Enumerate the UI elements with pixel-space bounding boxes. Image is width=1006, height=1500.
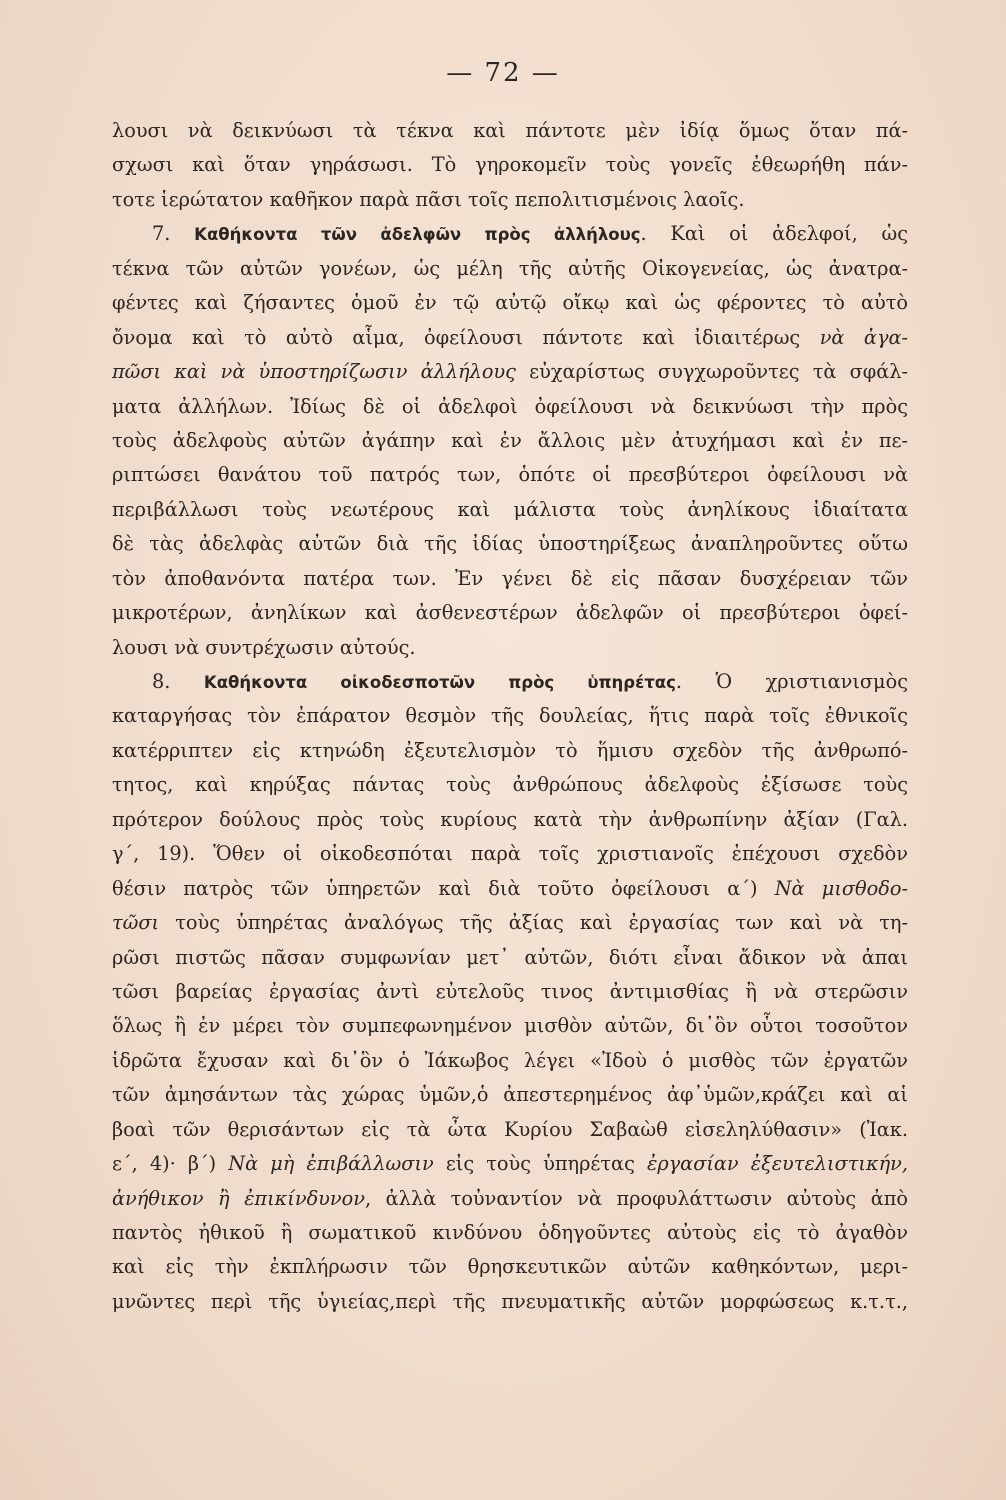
text-line: ρῶσι πιστῶς πᾶσαν συμφωνίαν μετ᾽ αὐτῶν, διότι εἶναι ἄδικον νὰ ἀπαι bbox=[112, 945, 908, 969]
emphasis-text: ἀνήθικον ἢ ἐπικίνδυνον bbox=[112, 1186, 365, 1210]
emphasis-text: τῶσι bbox=[112, 911, 160, 935]
emphasis-text: νὰ ἀγα- bbox=[819, 325, 908, 349]
text-line: γ΄, 19). Ὅθεν οἱ οἰκοδεσπόται παρὰ τοῖς χριστιανοῖς ἐπέχουσι σχεδὸν bbox=[112, 842, 908, 866]
text-line: καὶ εἰς τὴν ἐκπλήρωσιν τῶν θρησκευτικῶν αὐτῶν καθηκόντων, μερι- bbox=[112, 1255, 908, 1279]
text-line: πῶσι καὶ νὰ ὑποστηρίζωσιν ἀλλήλους εὐχαρίστως συγχωροῦντες τὰ σφάλ- bbox=[112, 360, 908, 384]
text-line: τῶν ἀμησάντων τὰς χώρας ὑμῶν,ὁ ἀπεστερημένος ἀφ᾽ὑμῶν,κράζει καὶ αἱ bbox=[112, 1083, 908, 1107]
text-line: τέκνα τῶν αὐτῶν γονέων, ὡς μέλη τῆς αὐτῆς Οἰκογενείας, ὡς ἀνατρα- bbox=[112, 256, 908, 280]
text-line: τοτε ἱερώτατον καθῆκον παρὰ πᾶσι τοῖς πεπολιτισμένοις λαοῖς. bbox=[112, 187, 745, 211]
text-line: κατέρριπτεν εἰς κτηνώδη ἐξευτελισμὸν τὸ ἥμισυ σχεδὸν τῆς ἀνθρωπό- bbox=[112, 738, 908, 762]
emphasis-text: πῶσι καὶ νὰ ὑποστηρίζωσιν ἀλλήλους bbox=[112, 360, 516, 384]
text-line: θέσιν πατρὸς τῶν ὑπηρετῶν καὶ διὰ τοῦτο ὀφείλουσι α΄) Νὰ μισθοδο- bbox=[112, 876, 908, 900]
text-line: ἱδρῶτα ἔχυσαν καὶ δι᾽ὃν ὁ Ἰάκωβος λέγει «Ἰδοὺ ὁ μισθὸς τῶν ἐργατῶν bbox=[112, 1048, 908, 1072]
emphasis-text: Νὰ μὴ ἐπιβάλλωσιν bbox=[228, 1152, 434, 1176]
section-heading: Καθήκοντα οἰκοδεσποτῶν πρὸς ὑπηρέτας bbox=[203, 673, 676, 692]
text-line: ματα ἀλλήλων. Ἰδίως δὲ οἱ ἀδελφοὶ ὀφείλουσι νὰ δεικνύωσι τὴν πρὸς bbox=[112, 394, 908, 418]
text-line: λουσι νὰ συντρέχωσιν αὐτούς. bbox=[112, 635, 416, 659]
body-text bbox=[112, 114, 908, 1319]
text-line: σχωσι καὶ ὅταν γηράσωσι. Τὸ γηροκομεῖν τοὺς γονεῖς ἐθεωρήθη πάν- bbox=[112, 153, 908, 177]
section-heading-line: 7. Καθήκοντα τῶν ἀδελφῶν πρὸς ἀλλήλους. Καὶ οἱ ἀδελφοί, ὡς bbox=[152, 222, 908, 246]
text-line: καταργήσας τὸν ἐπάρατον θεσμὸν τῆς δουλείας, ἥτις παρὰ τοῖς ἐθνικοῖς bbox=[112, 704, 908, 728]
text-line: ἀνήθικον ἢ ἐπικίνδυνον, ἀλλὰ τοὐναντίον νὰ προφυλάττωσιν αὐτοὺς ἀπὸ bbox=[112, 1186, 908, 1210]
text-line: ε΄, 4)· β΄) Νὰ μὴ ἐπιβάλλωσιν εἰς τοὺς ὑπηρέτας ἐργασίαν ἐξευτελιστικήν, bbox=[112, 1152, 908, 1176]
text-line: πρότερον δούλους πρὸς τοὺς κυρίους κατὰ τὴν ἀνθρωπίνην ἀξίαν (Γαλ. bbox=[112, 807, 908, 831]
text-line: ὄνομα καὶ τὸ αὐτὸ αἷμα, ὀφείλουσι πάντοτε καὶ ἰδιαιτέρως νὰ ἀγα- bbox=[112, 325, 908, 349]
text-line: ριπτώσει θανάτου τοῦ πατρός των, ὁπότε οἱ πρεσβύτεροι ὀφείλουσι νὰ bbox=[112, 463, 908, 487]
text-line: φέντες καὶ ζήσαντες ὁμοῦ ἐν τῷ αὐτῷ οἴκῳ καὶ ὡς φέροντες τὸ αὐτὸ bbox=[112, 291, 908, 315]
section-heading: Καθήκοντα τῶν ἀδελφῶν πρὸς ἀλλήλους bbox=[194, 225, 641, 245]
text-line: βοαὶ τῶν θερισάντων εἰς τὰ ὦτα Κυρίου Σαβαὼθ εἰσεληλύθασιν» (Ἰακ. bbox=[112, 1117, 908, 1141]
text-line: τῶσι βαρείας ἐργασίας ἀντὶ εὐτελοῦς τινος ἀντιμισθίας ἢ νὰ στερῶσιν bbox=[112, 979, 908, 1003]
emphasis-text: ἐργασίαν ἐξευτελιστικήν, bbox=[646, 1152, 908, 1176]
text-line: τητος, καὶ κηρύξας πάντας τοὺς ἀνθρώπους ἀδελφοὺς ἐξίσωσε τοὺς bbox=[112, 773, 908, 797]
section-heading-line: 8. Καθήκοντα οἰκοδεσποτῶν πρὸς ὑπηρέτας. Ὁ χριστιανισμὸς bbox=[152, 670, 908, 693]
text-line: τῶσι τοὺς ὑπηρέτας ἀναλόγως τῆς ἀξίας καὶ ἐργασίας των καὶ νὰ τη- bbox=[112, 911, 908, 935]
emphasis-text: Νὰ μισθοδο- bbox=[774, 876, 908, 900]
text-line: δὲ τὰς ἀδελφὰς αὐτῶν διὰ τῆς ἰδίας ὑποστηρίξεως ἀναπληροῦντες οὕτω bbox=[112, 532, 908, 556]
text-line: μνῶντες περὶ τῆς ὑγιείας,περὶ τῆς πνευματικῆς αὐτῶν μορφώσεως κ.τ.τ., bbox=[112, 1289, 908, 1313]
text-line: λουσι νὰ δεικνύωσι τὰ τέκνα καὶ πάντοτε μὲν ἰδίᾳ ὅμως ὅταν πά- bbox=[112, 119, 908, 142]
text-line: παντὸς ἠθικοῦ ἢ σωματικοῦ κινδύνου ὁδηγοῦντες αὐτοὺς εἰς τὸ ἀγαθὸν bbox=[112, 1221, 908, 1244]
text-line: μικροτέρων, ἀνηλίκων καὶ ἀσθενεστέρων ἀδελφῶν οἱ πρεσβύτεροι ὀφεί- bbox=[112, 601, 908, 625]
text-line: ὅλως ἢ ἐν μέρει τὸν συμπεφωνημένον μισθὸν αὐτῶν, δι᾽ὃν οὗτοι τοσοῦτον bbox=[112, 1014, 908, 1038]
text-line: τὸν ἀποθανόντα πατέρα των. Ἐν γένει δὲ εἰς πᾶσαν δυσχέρειαν τῶν bbox=[112, 566, 908, 590]
text-line: τοὺς ἀδελφοὺς αὐτῶν ἀγάπην καὶ ἐν ἄλλοις μὲν ἀτυχήμασι καὶ ἐν πε- bbox=[112, 428, 908, 452]
text-line: περιβάλλωσι τοὺς νεωτέρους καὶ μάλιστα τοὺς ἀνηλίκους ἰδιαίτατα bbox=[112, 497, 908, 521]
page-number: — 72 — bbox=[446, 58, 560, 88]
